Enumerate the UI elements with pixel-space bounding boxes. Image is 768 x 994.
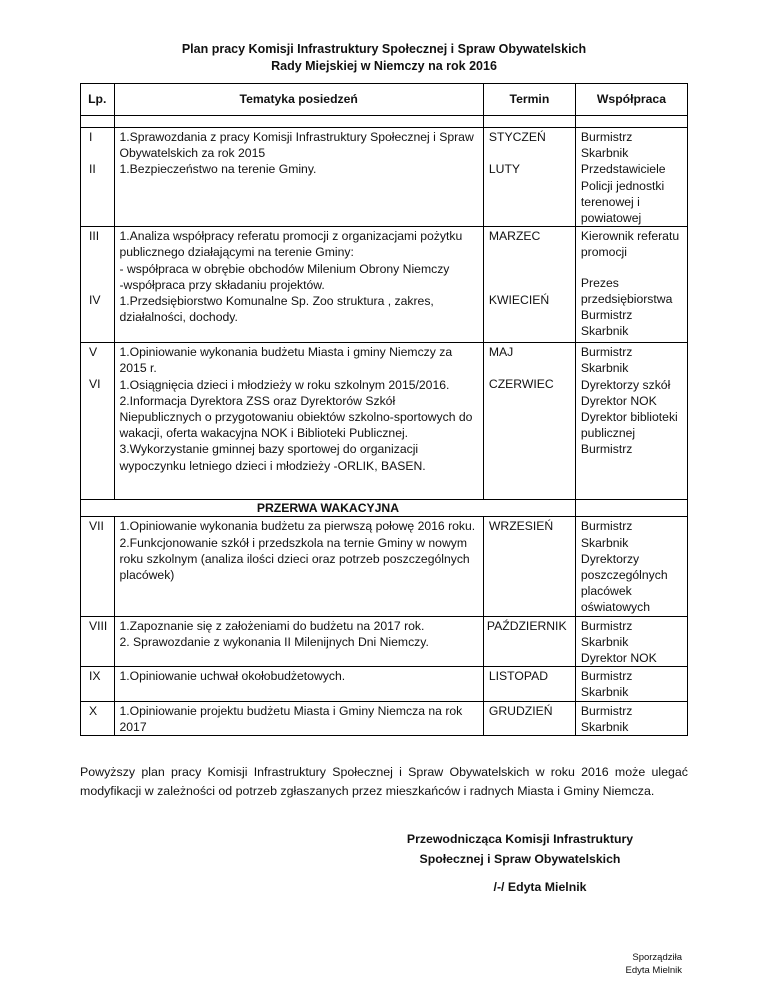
cooperation-text: Dyrektorzy szkół (580, 377, 671, 392)
cooperation-text: Burmistrz (580, 519, 633, 534)
term-text: LUTY (488, 162, 521, 177)
topic-text: 2.Funkcjonowanie szkół i przedszkola na ternie Gminy w nowym roku szkolnym (analiza ilości dzieci oraz potrzeb poszczególnych placówek) (119, 535, 470, 583)
term-cell (483, 667, 575, 701)
title-line-1: Plan pracy Komisji Infrastruktury Społecznej i Spraw Obywatelskich (181, 42, 587, 56)
cooperation-text: Skarbnik (580, 719, 629, 734)
table-row (81, 517, 688, 616)
header-term: Termin (483, 84, 575, 116)
title-line-2: Rady Miejskiej w Niemczy na rok 2016 (271, 59, 497, 73)
topic-text: 1.Bezpieczeństwo na terenie Gminy. (119, 162, 317, 177)
topic-text: 1.Przedsiębiorstwo Komunalne Sp. Zoo struktura , zakres, działalności, dochody. (119, 294, 434, 325)
term-text: GRUDZIEŃ (488, 703, 553, 718)
cooperation-cell (575, 517, 687, 616)
topic-text: 3.Wykorzystanie gminnej bazy sportowej do organizacji wypoczynku letniego dzieci i młodzieży -ORLIK, BASEN. (119, 442, 426, 473)
topic-text: 1.Opiniowanie projektu budżetu Miasta i Gminy Niemcza na rok 2017 (119, 703, 463, 734)
topic-text: 1.Sprawozdania z pracy Komisji Infrastruktury Społecznej i Spraw Obywatelskich za rok 2015 (119, 130, 474, 161)
header-topic: Tematyka posiedzeń (114, 84, 483, 116)
term-text: PAŹDZIERNIK (486, 618, 567, 633)
work-plan-table (80, 83, 688, 736)
term-cell (483, 128, 575, 227)
table-row (81, 227, 688, 343)
cooperation-text: Skarbnik (580, 146, 629, 161)
cooperation-text: Skarbnik (580, 634, 629, 649)
cooperation-text: Burmistrz (580, 308, 633, 323)
cooperation-text: Dyrektor NOK (580, 651, 657, 666)
lp-cell (81, 667, 115, 701)
summer-break-label: PRZERWA WAKACYJNA (81, 500, 576, 517)
cooperation-text: Dyrektorzy poszczególnych placówek oświatowych (580, 551, 668, 615)
lp-value: VI (89, 377, 101, 392)
cooperation-text: Burmistrz (580, 345, 633, 360)
lp-cell (81, 701, 115, 735)
cooperation-text: Dyrektor NOK (580, 393, 657, 408)
cooperation-text: Burmistrz (580, 703, 633, 718)
topic-text: -współpraca przy składaniu projektów. (119, 277, 325, 292)
term-text: WRZESIEŃ (488, 519, 554, 534)
topic-text: - współpraca w obrębie obchodów Milenium Obrony Niemczy (119, 261, 450, 276)
cooperation-cell (575, 128, 687, 227)
topic-cell (114, 667, 483, 701)
term-cell (483, 517, 575, 616)
cooperation-cell (575, 616, 687, 667)
table-row (81, 128, 688, 227)
topic-cell (114, 517, 483, 616)
topic-cell (114, 227, 483, 343)
lp-cell (81, 128, 115, 227)
cooperation-text: Skarbnik (580, 685, 629, 700)
lp-value: IX (89, 669, 101, 684)
topic-cell (114, 701, 483, 735)
lp-value: III (89, 229, 100, 244)
prepared-name: Edyta Mielnik (625, 965, 682, 976)
document-title (0, 41, 768, 75)
cooperation-text: Kierownik referatu promocji (580, 229, 680, 260)
lp-value: I (89, 130, 93, 144)
cooperation-text: Burmistrz (580, 442, 633, 457)
term-cell (483, 701, 575, 735)
signature-line-2: Społecznej i Spraw Obywatelskich (419, 852, 621, 866)
prepared-label: Sporządziła (632, 952, 682, 963)
header-cooperation: Współpraca (575, 84, 687, 116)
table-spacer-row (81, 116, 688, 128)
topic-text: 1.Opiniowanie wykonania budżetu za pierwszą połowę 2016 roku. (119, 519, 476, 534)
signature-name: /-/ Edyta Mielnik (493, 880, 587, 894)
lp-value: V (89, 345, 98, 360)
table-header-row (81, 84, 688, 116)
lp-value: VIII (89, 618, 108, 633)
lp-value: IV (89, 293, 101, 308)
cooperation-text: Burmistrz (580, 130, 633, 144)
cooperation-text: Skarbnik (580, 361, 629, 376)
term-text: LISTOPAD (488, 669, 549, 684)
cooperation-text: Prezes przedsiębiorstwa (580, 275, 673, 306)
table-row (81, 616, 688, 667)
cooperation-text: Skarbnik (580, 535, 629, 550)
signature-block (400, 829, 640, 869)
lp-cell (81, 343, 115, 500)
term-cell (483, 343, 575, 500)
lp-cell (81, 517, 115, 616)
summer-break-row (81, 500, 688, 517)
topic-text: 1.Zapoznanie się z założeniami do budżetu na 2017 rok. (119, 618, 425, 633)
term-text: KWIECIEŃ (488, 293, 550, 308)
table-row (81, 343, 688, 500)
cooperation-cell (575, 343, 687, 500)
table-row (81, 701, 688, 735)
topic-text: 2. Sprawozdanie z wykonania II Milenijnych Dni Niemczy. (119, 634, 429, 649)
lp-value: VII (89, 519, 104, 534)
cooperation-text: Burmistrz (580, 669, 633, 684)
plan-note: Powyższy plan pracy Komisji Infrastruktury Społecznej i Spraw Obywatelskich w roku 2016 może ulegać modyfikacji w zależności od potrzeb zgłaszanych przez mieszkańców i radnych Miasta i Gminy Niemcza. (80, 765, 688, 798)
prepared-by (560, 951, 682, 977)
header-lp: Lp. (81, 84, 115, 116)
topic-text: 1.Analiza współpracy referatu promocji z organizacjami pożytku publicznego działającymi na terenie Gminy: (119, 229, 463, 260)
term-text: MAJ (488, 345, 514, 360)
cooperation-text: Dyrektor biblioteki publicznej (580, 410, 678, 441)
topic-cell (114, 343, 483, 500)
cooperation-text: Przedstawiciele Policji jednostki terenowej i powiatowej (580, 162, 666, 226)
topic-text: 2.Informacja Dyrektora ZSS oraz Dyrektorów Szkół Niepublicznych o przygotowaniu obiektów szkolno-sportowych do wakacji, oferta wakacyjna NOK i Biblioteki Publicznej. (119, 393, 473, 441)
term-text: CZERWIEC (488, 377, 554, 392)
topic-cell (114, 616, 483, 667)
term-cell (483, 616, 575, 667)
cooperation-text: Burmistrz (580, 618, 633, 633)
topic-cell (114, 128, 483, 227)
lp-value: II (89, 162, 96, 177)
table-row (81, 667, 688, 701)
topic-text: 1.Opiniowanie uchwał okołobudżetowych. (119, 669, 346, 684)
term-cell (483, 227, 575, 343)
signature-line-1: Przewodnicząca Komisji Infrastruktury (406, 832, 634, 846)
cooperation-text: Skarbnik (580, 324, 629, 339)
cooperation-cell (575, 227, 687, 343)
cooperation-cell (575, 701, 687, 735)
topic-text: 1.Osiągnięcia dzieci i młodzieży w roku szkolnym 2015/2016. (119, 377, 450, 392)
lp-value: X (89, 703, 98, 718)
lp-cell (81, 616, 115, 667)
term-text: STYCZEŃ (488, 130, 546, 144)
lp-cell (81, 227, 115, 343)
cooperation-cell (575, 667, 687, 701)
topic-text: 1.Opiniowanie wykonania budżetu Miasta i gminy Niemczy za 2015 r. (119, 345, 453, 376)
term-text: MARZEC (488, 229, 541, 244)
